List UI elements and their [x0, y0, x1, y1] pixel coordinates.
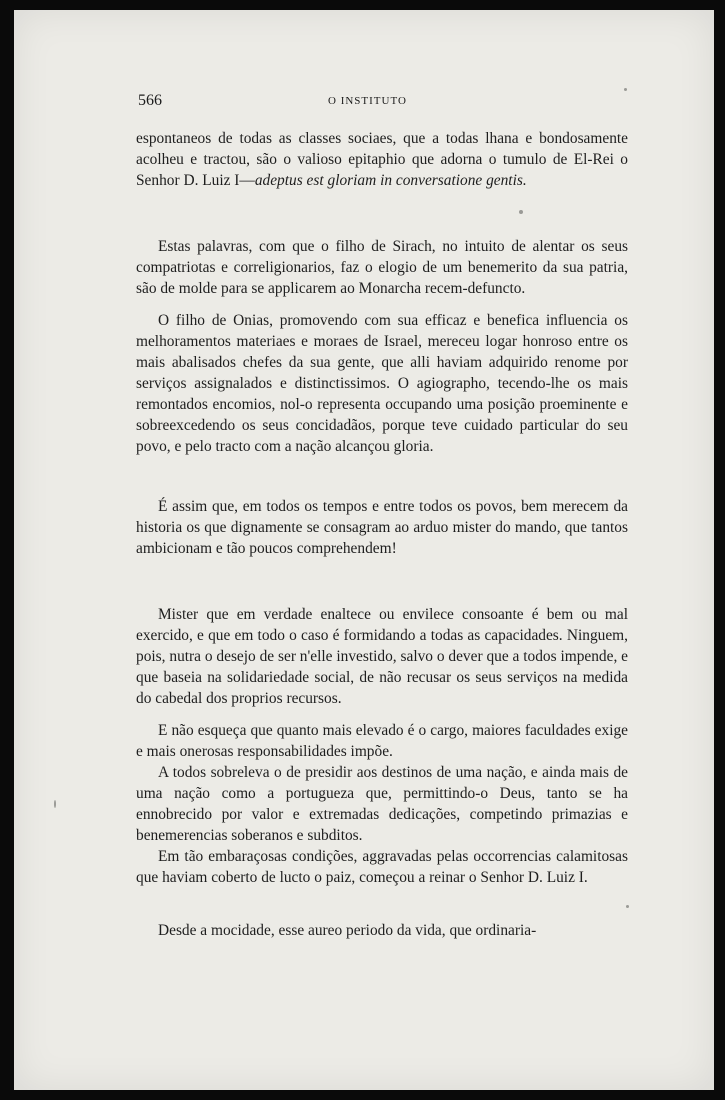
- paper-speck: [624, 88, 627, 91]
- paragraph: É assim que, em todos os tempos e entre todos os povos, bem merecem da historia os que dignamente se consagram ao arduo mister do mando, que tantos ambicionam e tão poucos comprehendem!: [136, 498, 628, 557]
- latin-quote: adeptus est gloriam in conversatione gentis.: [254, 172, 527, 189]
- paragraph: Estas palavras, com que o filho de Sirach, no intuito de alentar os seus compatriotas e correligionarios, faz o elogio de um benemerito da sua patria, são de molde para se applicarem ao Monarcha recem-defuncto.: [136, 238, 628, 297]
- paragraph: Desde a mocidade, esse aureo periodo da vida, que ordinaria-: [158, 922, 537, 939]
- paragraph: E não esqueça que quanto mais elevado é o cargo, maiores faculdades exige e mais onerosas responsabilidades impõe.: [136, 722, 628, 760]
- paper-speck: [626, 905, 629, 908]
- paragraph: Mister que em verdade enaltece ou envilece consoante é bem ou mal exercido, e que em todo o caso é formidando a todas as capacidades. Ninguem, pois, nutra o desejo de ser n'elle investido, salvo o dever que a todos impende, e que baseia na solidariedade social, de não recusar os seus serviços na medida do cabedal dos proprios recursos.: [136, 606, 628, 707]
- page-header: [138, 92, 628, 112]
- running-title: O INSTITUTO: [328, 95, 407, 107]
- paper-speck: [519, 210, 523, 214]
- paper-speck: [54, 800, 56, 808]
- paragraph: O filho de Onias, promovendo com sua efficaz e benefica influencia os melhoramentos materiaes e moraes de Israel, mereceu logar honroso entre os mais abalisados chefes da sua gente, que alli haviam adquirido renome por serviços assignalados e distinctissimos. O agiographo, tecendo-lhe os mais remontados encomios, nol-o representa occupando uma posição proeminente e sobreexcedendo os seus concidadãos, porque teve cuidado particular do seu povo, e pelo tracto com a nação alcançou gloria.: [136, 312, 628, 455]
- paragraph: Em tão embaraçosas condições, aggravadas pelas occorrencias calamitosas que haviam coberto de lucto o paiz, começou a reinar o Senhor D. Luiz I.: [136, 848, 628, 886]
- paragraph-text: espontaneos de todas as classes sociaes, que a todas lhana e bondosamente acolheu e tractou, são o valioso epitaphio que adorna o tumulo de El-Rei o Senhor D. Luiz I—: [136, 130, 628, 189]
- paragraph: A todos sobreleva o de presidir aos destinos de uma nação, e ainda mais de uma nação como a portugueza que, permittindo-o Deus, tanto se ha ennobrecido por valor e extremadas dedicações, competindo primazias e benemerencias soberanos e subditos.: [136, 764, 628, 844]
- page-number: 566: [138, 92, 162, 109]
- paragraph-continuation: [136, 128, 628, 191]
